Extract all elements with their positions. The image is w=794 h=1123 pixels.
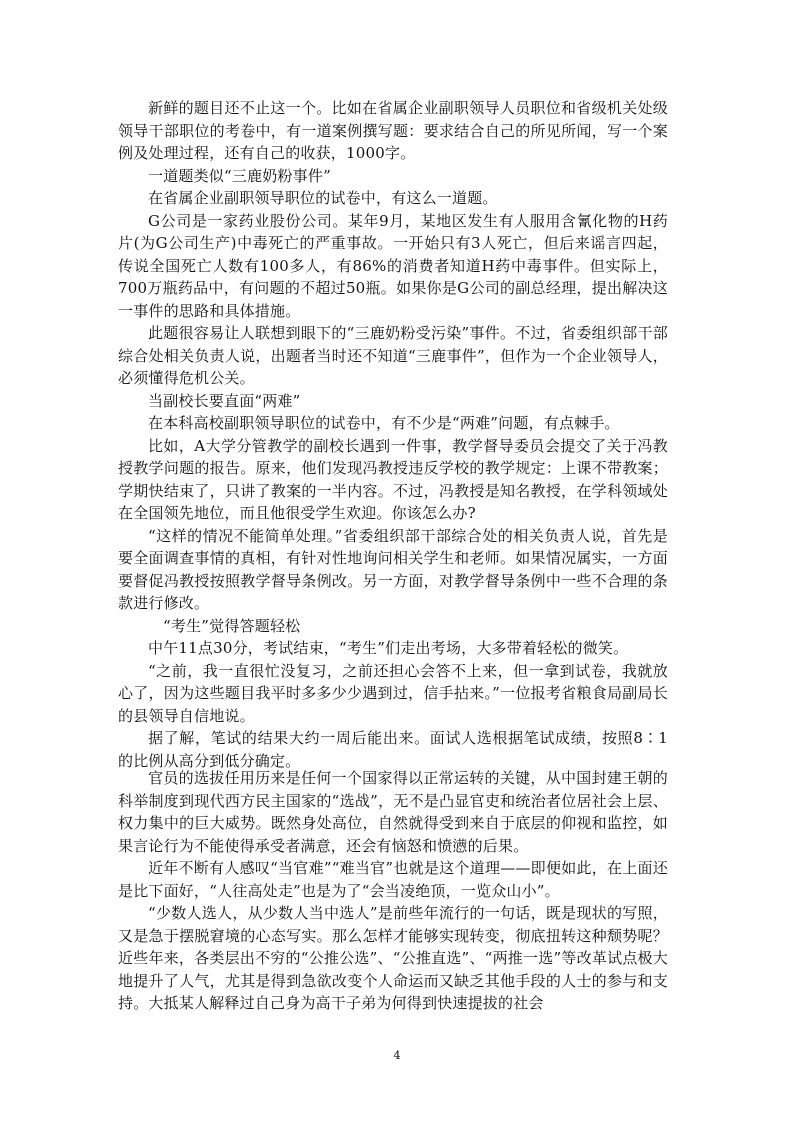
paragraph: G公司是一家药业股份公司。某年9月，某地区发生有人服用含氰化物的H药片(为G公司生产)中毒死亡的严重事故。一开始只有3人死亡，但后来谣言四起，传说全国死亡人数有100多人，有86%的消费者知道H药中毒事件。但实际上，700万瓶药品中，有问题的不超过50瓶。如果你是G公司的副总经理，提出解决这一事件的思路和具体措施。: [118, 211, 668, 320]
article-section-1: [118, 97, 668, 772]
paragraph: 据了解，笔试的结果大约一周后能出来。面试人选根据笔试成绩，按照8∶1的比例从高分到低分确定。: [118, 729, 668, 770]
paragraph: “这样的情况不能简单处理。”省委组织部干部综合处的相关负责人说，首先是要全面调查事情的真相，有针对性地询问相关学生和老师。如果情况属实，一方面要督促冯教授按照教学督导条例改。另一方面，对教学督导条例中一些不合理的条款进行修改。: [118, 526, 668, 612]
paragraph: 官员的选拔任用历来是任何一个国家得以正常运转的关键，从中国封建王朝的科举制度到现代西方民主国家的“选战”，无不是凸显官吏和统治者位居社会上层、权力集中的巨大威势。既然身处高位，自然就得受到来自于底层的仰视和监控，如果言论行为不能使得承受者满意，还会有恼怒和愤懑的后果。: [118, 769, 668, 855]
subheading: 当副校长要直面“两难”: [148, 391, 301, 410]
paragraph: 在省属企业副职领导职位的试卷中，有这么一道题。: [148, 189, 498, 207]
article-section-2: [118, 767, 668, 1015]
paragraph: 中午11点30分，考试结束，“考生”们走出考场，大多带着轻松的微笑。: [148, 639, 629, 657]
paragraph: “之前，我一直很忙没复习，之前还担心会答不上来，但一拿到试卷，我就放心了，因为这些题目我平时多多少少遇到过，信手拈来。”一位报考省粮食局副局长的县领导自信地说。: [118, 661, 668, 725]
paragraph: “少数人选人，从少数人当中选人”是前些年流行的一句话，既是现状的写照，又是急于摆脱窘境的心态写实。那么怎样才能够实现转变，彻底扭转这种颓势呢？近些年来，各类层出不穷的“公推公选”、“公推直选”、“两推一选”等改革试点极大地提升了人气，尤其是得到急欲改变个人命运而又缺乏其他手段的人士的参与和支持。大抵某人解释过自己身为高干子弟为何得到快速提拔的社会: [118, 904, 668, 1012]
subheading: 一道题类似“三鹿奶粉事件”: [148, 166, 331, 185]
paragraph: 在本科高校副职领导职位的试卷中，有不少是“两难”问题，有点棘手。: [148, 414, 620, 432]
page-number: 4: [393, 1049, 401, 1062]
paragraph: 新鲜的题目还不止这一个。比如在省属企业副职领导人员职位和省级机关处级领导干部职位的考卷中，有一道案例撰写题：要求结合自己的所见所闻，写一个案例及处理过程，还有自己的收获，1000字。: [118, 99, 668, 162]
paragraph: 此题很容易让人联想到眼下的“三鹿奶粉受污染”事件。不过，省委组织部干部综合处相关负责人说，出题者当时还不知道“三鹿事件”，但作为一个企业领导人，必须懂得危机公关。: [118, 324, 668, 387]
paragraph: 比如，A大学分管教学的副校长遇到一件事，教学督导委员会提交了关于冯教授教学问题的报告。原来，他们发现冯教授违反学校的教学规定：上课不带教案；学期快结束了，只讲了教案的一半内容。不过，冯教授是知名教授，在学科领域处在全国领先地位，而且他很受学生欢迎。你该怎么办?: [118, 436, 668, 522]
subheading: “考生”觉得答题轻松: [163, 616, 301, 635]
paragraph: 近年不断有人感叹“当官难”“难当官”也就是这个道理——即便如此，在上面还是比下面好，“人往高处走”也是为了“会当凌绝顶，一览众山小”。: [118, 859, 668, 900]
